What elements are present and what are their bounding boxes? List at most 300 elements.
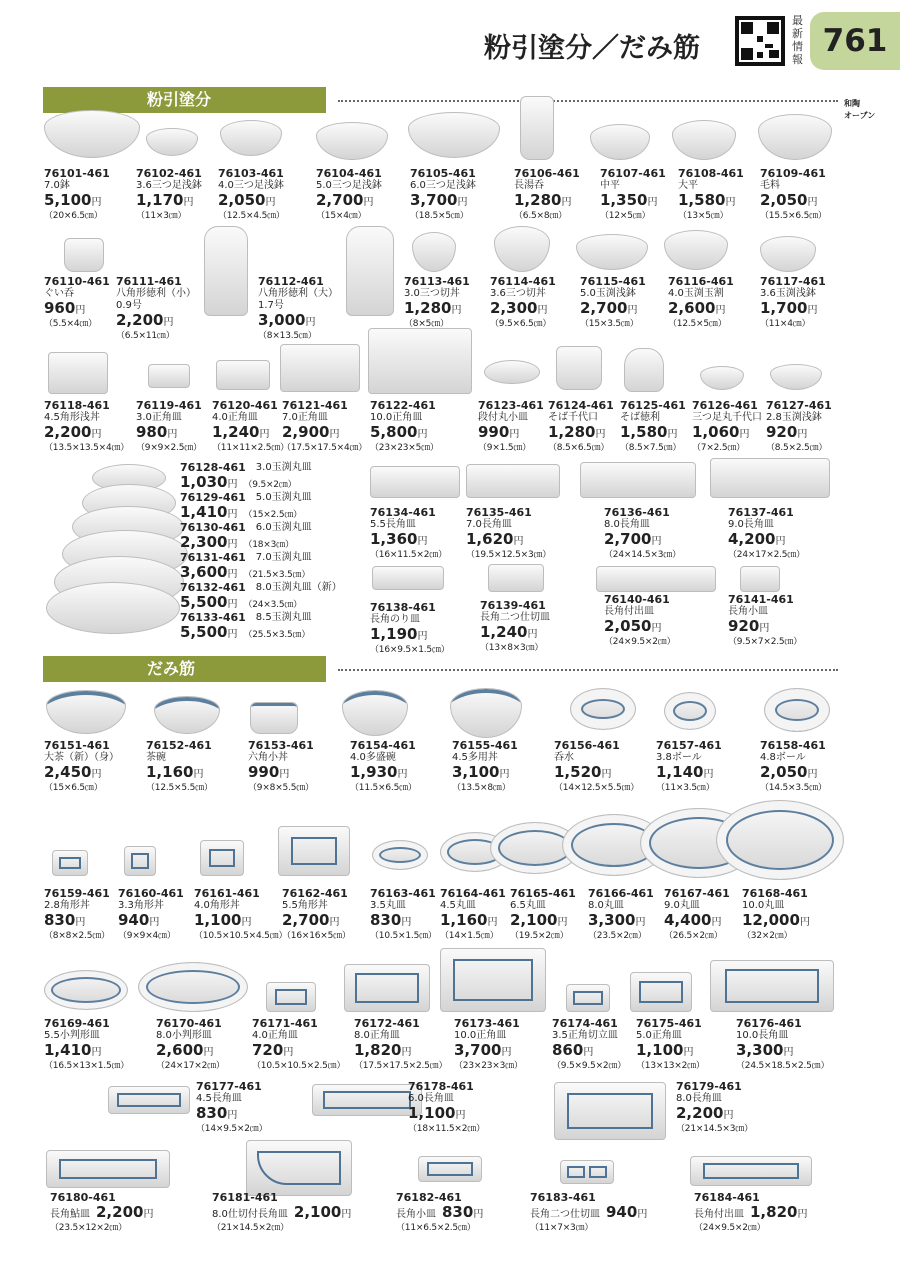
product-item (180, 462, 312, 493)
product-code: 76137-461 (728, 506, 794, 519)
product-image (520, 96, 554, 160)
yen-unit: 円 (725, 197, 736, 208)
product-name: 9.0丸皿 (664, 900, 700, 911)
product-size: （16×16×5㎝） (282, 931, 351, 941)
product-price: 2,100円 (510, 911, 568, 929)
product-name: 長角小皿 (396, 1209, 436, 1220)
yen-unit: 円 (91, 1047, 102, 1058)
yen-unit: 円 (557, 917, 568, 928)
product-image (204, 226, 248, 316)
product-name: 3.0正角皿 (136, 412, 182, 423)
product-size: （25.5×3.5㎝） (243, 630, 311, 640)
product-item (316, 168, 382, 222)
product-item (604, 507, 681, 561)
yen-unit: 円 (265, 197, 276, 208)
product-price: 1,160円 (146, 763, 204, 781)
product-code: 76178-461 (408, 1080, 474, 1093)
product-price: 990円 (478, 423, 520, 441)
product-item (136, 168, 202, 222)
yen-unit: 円 (401, 1047, 412, 1058)
product-code: 76140-461 (604, 593, 670, 606)
product-name: 5.5小判形皿 (44, 1030, 100, 1041)
yen-unit: 円 (417, 429, 428, 440)
product-name: 8.0長角皿 (604, 519, 650, 530)
product-code: 76102-461 (136, 167, 202, 180)
product-size: （24×17×2㎝） (156, 1061, 225, 1071)
product-name: 六角小丼 (248, 752, 288, 763)
product-image (44, 110, 140, 158)
section-divider-1 (338, 100, 838, 102)
product-name: 8.0玉渕丸皿（新） (255, 582, 342, 593)
product-price: 1,360円 (370, 530, 428, 548)
product-name: 3.6玉渕浅鉢 (760, 288, 816, 299)
product-code: 76105-461 (410, 167, 476, 180)
product-size: （19.5×2㎝） (510, 931, 569, 941)
product-item (350, 740, 417, 794)
product-image (710, 458, 830, 498)
yen-unit: 円 (509, 429, 520, 440)
yen-unit: 円 (583, 1047, 594, 1058)
product-code: 76126-461 (692, 399, 758, 412)
page-number: 761 (810, 12, 900, 70)
product-size: （9×9×4㎝） (118, 931, 176, 941)
yen-unit: 円 (163, 317, 174, 328)
product-price: 1,060円 (692, 423, 750, 441)
yen-unit: 円 (527, 629, 538, 640)
product-size: （21.5×3.5㎝） (243, 570, 311, 580)
product-price: 5,100円 (44, 191, 102, 209)
product-name: 長角付出皿 (694, 1209, 744, 1220)
product-code: 76158-461 (760, 739, 826, 752)
product-name: 3.8ボール (656, 752, 702, 763)
product-item (180, 552, 312, 583)
product-price: 720円 (252, 1041, 294, 1059)
product-size: （15×2.5㎝） (243, 510, 302, 520)
product-price: 1,410円 (180, 503, 238, 521)
product-image (372, 840, 428, 870)
product-name: 長角二つ仕切皿 (530, 1209, 600, 1220)
product-code: 76180-461 (50, 1191, 116, 1204)
product-item (552, 1018, 626, 1072)
product-item (196, 1081, 267, 1135)
product-item (118, 888, 184, 942)
product-size: （23.5×12×2㎝） (50, 1223, 127, 1233)
product-size: （13×13×2㎝） (636, 1061, 705, 1071)
product-size: （11×4㎝） (760, 319, 811, 329)
product-name: 4.5長角皿 (196, 1093, 242, 1104)
product-code: 76110-461 (44, 275, 110, 288)
product-size: （9×1.5㎝） (478, 443, 531, 453)
product-price: 3,600円 (180, 563, 238, 581)
yen-unit: 円 (499, 769, 510, 780)
product-size: （26.5×2㎝） (664, 931, 723, 941)
yen-unit: 円 (683, 1047, 694, 1058)
product-name: 8.0丸皿 (588, 900, 624, 911)
product-code: 76117-461 (760, 275, 826, 288)
product-name: 長角小皿 (728, 606, 768, 617)
product-size: （15.5×6.5㎝） (760, 211, 827, 221)
product-size: （14×9.5×2㎝） (196, 1124, 268, 1134)
product-name: 3.6三つ足浅鉢 (136, 180, 202, 191)
yen-unit: 円 (227, 569, 238, 580)
product-code: 76136-461 (604, 506, 670, 519)
product-name: 3.5正角切立皿 (552, 1030, 618, 1041)
product-item (408, 1081, 485, 1135)
product-code: 76101-461 (44, 167, 110, 180)
product-code: 76103-461 (218, 167, 284, 180)
product-item (766, 400, 832, 454)
product-code: 76114-461 (490, 275, 556, 288)
product-image (200, 840, 244, 876)
side-tab-line-1: 和陶 (844, 99, 860, 108)
product-size: （8.5×6.5㎝） (548, 443, 610, 453)
product-name: 10.0長角皿 (736, 1030, 789, 1041)
product-item (620, 400, 686, 454)
product-name: 長湯呑 (514, 180, 544, 191)
section-header-2: だみ筋 (43, 656, 326, 682)
product-image (138, 962, 248, 1012)
yen-unit: 円 (775, 536, 786, 547)
product-code: 76109-461 (760, 167, 826, 180)
product-image (624, 348, 664, 392)
product-size: （16.5×13×1.5㎝） (44, 1061, 130, 1071)
yen-unit: 円 (561, 197, 572, 208)
product-image (554, 1082, 666, 1140)
product-code: 76170-461 (156, 1017, 222, 1030)
yen-unit: 円 (183, 197, 194, 208)
product-name: 5.0正角皿 (636, 1030, 682, 1041)
product-size: （24×9.5×2㎝） (694, 1223, 766, 1233)
product-code: 76173-461 (454, 1017, 520, 1030)
yen-unit: 円 (227, 1110, 238, 1121)
yen-unit: 円 (203, 1047, 214, 1058)
product-code: 76115-461 (580, 275, 646, 288)
product-price: 3,700円 (454, 1041, 512, 1059)
product-code: 76156-461 (554, 739, 620, 752)
product-size: （16×9.5×1.5㎝） (370, 645, 450, 655)
yen-unit: 円 (227, 479, 238, 490)
product-name: 呑水 (554, 752, 574, 763)
product-name: 4.0角形丼 (194, 900, 240, 911)
product-image (418, 1156, 482, 1182)
product-price: 2,300円 (490, 299, 548, 317)
product-name: 8.0長角皿 (676, 1093, 722, 1104)
product-name: 4.5角形浅丼 (44, 412, 100, 423)
product-code: 76106-461 (514, 167, 580, 180)
product-item (44, 168, 110, 222)
product-code: 76118-461 (44, 399, 110, 412)
product-code: 76113-461 (404, 275, 470, 288)
product-price: 2,700円 (580, 299, 638, 317)
product-name: 8.0正角皿 (354, 1030, 400, 1041)
yen-unit: 円 (305, 317, 316, 328)
product-name: 大茶（新）（身） (44, 752, 119, 763)
product-image (48, 352, 108, 394)
yen-unit: 円 (667, 429, 678, 440)
product-size: （15×4㎝） (316, 211, 367, 221)
yen-unit: 円 (723, 1110, 734, 1121)
product-name: 4.8ボール (760, 752, 806, 763)
product-size: （15×3.5㎝） (580, 319, 639, 329)
yen-unit: 円 (363, 197, 374, 208)
product-price: 3,300円 (736, 1041, 794, 1059)
product-item (742, 888, 810, 942)
yen-unit: 円 (487, 917, 498, 928)
yen-unit: 円 (537, 305, 548, 316)
product-image (494, 226, 550, 272)
product-item (370, 888, 437, 942)
product-name: 8.0小判形皿 (156, 1030, 212, 1041)
product-item (604, 594, 675, 648)
product-size: （6.5×8㎝） (514, 211, 567, 221)
product-item (588, 888, 654, 942)
product-size: （32×2㎝） (742, 931, 793, 941)
product-name: 8.0仕切付長角皿 (212, 1209, 288, 1220)
product-code: 76183-461 (530, 1191, 596, 1204)
product-name: 8.5玉渕丸皿 (255, 612, 312, 623)
product-item (180, 492, 312, 523)
product-price: 1,820円 (750, 1203, 808, 1221)
product-size: （13.5×13.5×4㎝） (44, 443, 130, 453)
yen-unit: 円 (627, 305, 638, 316)
product-name: 6.0玉渕丸皿 (255, 522, 312, 533)
qr-label: 最新情報 (792, 14, 803, 66)
product-price: 1,140円 (656, 763, 714, 781)
product-name: 10.0丸皿 (742, 900, 785, 911)
product-image (408, 112, 500, 158)
product-item (480, 600, 550, 654)
product-size: （18×3㎝） (243, 540, 294, 550)
product-size: （19.5×12.5×3㎝） (466, 550, 552, 560)
product-item (44, 276, 110, 330)
product-name: 10.0正角皿 (370, 412, 423, 423)
product-price: 2,700円 (282, 911, 340, 929)
product-item (116, 276, 196, 342)
product-code: 76184-461 (694, 1191, 760, 1204)
product-size: （21×14.5×2㎝） (212, 1223, 289, 1233)
product-image (488, 564, 544, 592)
product-price: 940円 (606, 1203, 648, 1221)
product-item (678, 168, 744, 222)
product-size: （24×9.5×2㎝） (604, 637, 676, 647)
product-code: 76133-461 (180, 611, 246, 624)
product-size: （12.5×5㎝） (668, 319, 727, 329)
product-item (664, 888, 730, 942)
product-code: 76128-461 (180, 461, 246, 474)
product-price: 2,600円 (668, 299, 726, 317)
product-price: 3,700円 (410, 191, 468, 209)
product-name: 2.8角形丼 (44, 900, 90, 911)
product-price: 1,160円 (440, 911, 498, 929)
product-item (410, 168, 476, 222)
product-image (740, 566, 780, 592)
product-image (44, 970, 128, 1010)
product-size: （12×5㎝） (600, 211, 651, 221)
product-item (554, 740, 639, 794)
product-price: 1,170円 (136, 191, 194, 209)
product-name: 3.5丸皿 (370, 900, 406, 911)
product-image (108, 1086, 190, 1114)
yen-unit: 円 (143, 1209, 154, 1220)
product-size: （10.5×1.5㎝） (370, 931, 437, 941)
yen-unit: 円 (457, 197, 468, 208)
product-size: （21×14.5×3㎝） (676, 1124, 753, 1134)
product-image (370, 466, 460, 498)
product-price: 960円 (44, 299, 86, 317)
product-code: 76107-461 (600, 167, 666, 180)
product-item (514, 168, 580, 222)
product-item (212, 1192, 351, 1234)
product-name: 10.0正角皿 (454, 1030, 507, 1041)
product-name: 茶碗 (146, 752, 166, 763)
section-header-1: 粉引塗分 (43, 87, 326, 113)
section-divider-2 (338, 669, 838, 671)
product-price: 830円 (196, 1104, 238, 1122)
product-image (266, 982, 316, 1012)
product-item (146, 740, 213, 794)
product-image (630, 972, 692, 1012)
product-size: （13.5×8㎝） (452, 783, 511, 793)
product-price: 5,500円 (180, 593, 238, 611)
product-item (258, 276, 338, 342)
product-name: 大平 (678, 180, 698, 191)
product-item (180, 582, 342, 613)
product-image (760, 236, 816, 272)
yen-unit: 円 (227, 629, 238, 640)
product-image (372, 566, 444, 590)
product-price: 1,350円 (600, 191, 658, 209)
product-image (124, 846, 156, 876)
product-item (44, 888, 110, 942)
product-image (560, 1160, 614, 1184)
product-price: 1,520円 (554, 763, 612, 781)
product-price: 1,100円 (408, 1104, 466, 1122)
product-name: 段付丸小皿 (478, 412, 528, 423)
product-size: （11×3.5㎝） (656, 783, 715, 793)
product-code: 76165-461 (510, 887, 576, 900)
product-item (44, 740, 119, 794)
product-price: 2,200円 (96, 1203, 154, 1221)
product-size: （20×6.5㎝） (44, 211, 103, 221)
product-name: 長角のり皿 (370, 614, 420, 625)
product-size: （24.5×18.5×2.5㎝） (736, 1061, 830, 1071)
page-title: 粉引塗分／だみ筋 (484, 33, 700, 64)
product-item (282, 400, 367, 454)
product-image (46, 1150, 170, 1188)
product-size: （12.5×5.5㎝） (146, 783, 213, 793)
product-name: 4.0正角皿 (252, 1030, 298, 1041)
product-code: 76153-461 (248, 739, 314, 752)
product-size: （23×23×5㎝） (370, 443, 439, 453)
product-size: （18.5×5㎝） (410, 211, 469, 221)
product-size: （9.5×7×2.5㎝） (728, 637, 803, 647)
product-price: 1,280円 (514, 191, 572, 209)
yen-unit: 円 (451, 305, 462, 316)
product-code: 76176-461 (736, 1017, 802, 1030)
product-item (736, 1018, 829, 1072)
product-item (692, 400, 762, 454)
product-item (248, 740, 314, 794)
yen-unit: 円 (91, 769, 102, 780)
product-item (354, 1018, 447, 1072)
product-price: 2,200円 (44, 423, 102, 441)
product-image (770, 364, 822, 390)
product-code: 76168-461 (742, 887, 808, 900)
product-size: （18×11.5×2㎝） (408, 1124, 485, 1134)
product-price: 940円 (118, 911, 160, 929)
product-image (368, 328, 472, 394)
yen-unit: 円 (455, 1110, 466, 1121)
product-price: 3,000円 (258, 311, 316, 329)
product-name: 4.0正角皿 (212, 412, 258, 423)
product-item (194, 888, 287, 942)
product-size: （17.5×17.5×4㎝） (282, 443, 368, 453)
product-code: 76182-461 (396, 1191, 462, 1204)
product-price: 990円 (248, 763, 290, 781)
yen-unit: 円 (259, 429, 270, 440)
product-code: 76119-461 (136, 399, 202, 412)
product-image (466, 464, 560, 498)
yen-unit: 円 (397, 769, 408, 780)
product-size: （5.5×4㎝） (44, 319, 97, 329)
product-item (50, 1192, 153, 1234)
product-name: そば徳利 (620, 412, 660, 423)
yen-unit: 円 (75, 917, 86, 928)
product-size: （24×14.5×3㎝） (604, 550, 681, 560)
product-size: （14×1.5㎝） (440, 931, 499, 941)
product-code: 76130-461 (180, 521, 246, 534)
product-image (412, 232, 456, 272)
yen-unit: 円 (711, 917, 722, 928)
product-size: （9.5×6.5㎝） (490, 319, 552, 329)
product-price: 860円 (552, 1041, 594, 1059)
product-item (370, 400, 439, 454)
product-size: （14×12.5×5.5㎝） (554, 783, 640, 793)
product-size: （11×3㎝） (136, 211, 187, 221)
yen-unit: 円 (329, 429, 340, 440)
yen-unit: 円 (797, 1209, 808, 1220)
product-name: 3.0三つ切丼 (404, 288, 460, 299)
product-item (156, 1018, 225, 1072)
product-code: 76129-461 (180, 491, 246, 504)
product-price: 920円 (728, 617, 770, 635)
product-name: 4.0三つ足浅鉢 (218, 180, 284, 191)
product-price: 2,600円 (156, 1041, 214, 1059)
product-size: （8.5×7.5㎝） (620, 443, 682, 453)
product-item (136, 400, 202, 454)
product-price: 1,240円 (212, 423, 270, 441)
product-name: 6.5丸皿 (510, 900, 546, 911)
yen-unit: 円 (193, 769, 204, 780)
yen-unit: 円 (417, 536, 428, 547)
product-price: 2,700円 (316, 191, 374, 209)
product-size: （10.5×10.5×2.5㎝） (252, 1061, 346, 1071)
yen-unit: 円 (513, 536, 524, 547)
product-price: 4,200円 (728, 530, 786, 548)
yen-unit: 円 (783, 1047, 794, 1058)
yen-unit: 円 (647, 197, 658, 208)
product-size: （9×8×5.5㎝） (248, 783, 314, 793)
product-code: 76181-461 (212, 1191, 278, 1204)
product-item (490, 276, 556, 330)
product-name: 長角付出皿 (604, 606, 654, 617)
yen-unit: 円 (651, 623, 662, 634)
product-price: 1,240円 (480, 623, 538, 641)
product-name: 5.0玉渕浅鉢 (580, 288, 636, 299)
product-code: 76155-461 (452, 739, 518, 752)
product-image (278, 826, 350, 876)
yen-unit: 円 (91, 429, 102, 440)
